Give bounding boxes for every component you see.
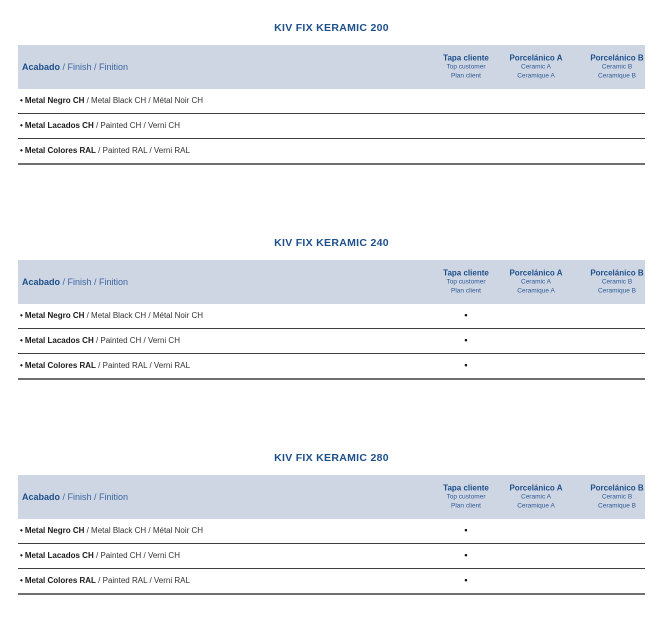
finish-header-rest: / Finish / Finition [60, 492, 129, 502]
finish-name: Metal Negro CH [24, 526, 85, 535]
finish-header-bold: Acabado [22, 277, 61, 287]
tapa-cliente-value: • [464, 360, 468, 370]
finish-label [20, 139, 190, 162]
column-header-line1: Porcelánico B [590, 53, 644, 63]
finish-label [20, 329, 180, 352]
product-table-keramic-240 [18, 236, 645, 380]
column-header-line3: Ceramique B [598, 287, 636, 294]
finish-header-bold: Acabado [22, 492, 61, 502]
table-row [18, 329, 645, 354]
finish-column-header [22, 277, 128, 287]
bullet-icon: • [20, 336, 23, 345]
table-row [18, 354, 645, 380]
finish-label [20, 114, 180, 137]
tapa-cliente-value: • [464, 310, 468, 320]
finish-name: Metal Colores RAL [24, 576, 96, 585]
table-row [18, 114, 645, 139]
column-header-line2: Ceramic A [521, 278, 551, 286]
bullet-icon: • [20, 576, 23, 585]
column-header-line3: Ceramique A [517, 72, 555, 79]
column-header-line2: Ceramic A [521, 493, 551, 501]
finish-translations: / Metal Black CH / Métal Noir CH [84, 311, 204, 320]
finish-column-header [22, 62, 128, 72]
column-header-tapa-cliente [426, 54, 506, 81]
column-header-line1: Porcelánico B [590, 268, 644, 278]
bullet-icon: • [20, 146, 23, 155]
bullet-icon: • [20, 526, 23, 535]
finish-translations: / Painted RAL / Verni RAL [95, 146, 190, 155]
tapa-cliente-value: • [464, 575, 468, 585]
finish-header-rest: / Finish / Finition [60, 62, 129, 72]
column-header-line3: Plan client [451, 502, 481, 509]
column-header-line3: Ceramique B [598, 502, 636, 509]
finish-translations: / Painted CH / Verni CH [93, 121, 180, 130]
bullet-icon: • [20, 551, 23, 560]
bullet-icon: • [20, 121, 23, 130]
product-table-keramic-200 [18, 21, 645, 165]
column-header-porcelanico-b [577, 269, 657, 296]
finish-header-bold: Acabado [22, 62, 61, 72]
finish-label [20, 89, 203, 112]
table-row [18, 569, 645, 595]
tapa-cliente-value: • [464, 525, 468, 535]
column-header-line2: Ceramic A [521, 63, 551, 71]
finish-label [20, 519, 203, 542]
finish-name: Metal Negro CH [24, 311, 85, 320]
column-header-line1: Porcelánico A [509, 53, 563, 63]
column-header-porcelanico-a [496, 54, 576, 81]
column-header-line2: Top customer [446, 278, 486, 286]
finish-label [20, 304, 203, 327]
column-header-porcelanico-a [496, 484, 576, 511]
table-row [18, 139, 645, 165]
bullet-icon: • [20, 361, 23, 370]
column-header-porcelanico-a [496, 269, 576, 296]
finish-name: Metal Colores RAL [24, 146, 96, 155]
column-header-line1: Tapa cliente [443, 483, 489, 493]
finish-label [20, 569, 190, 592]
finish-translations: / Painted RAL / Verni RAL [95, 576, 190, 585]
column-header-tapa-cliente [426, 269, 506, 296]
table-header-row [18, 260, 645, 304]
tapa-cliente-value: • [464, 335, 468, 345]
column-header-line3: Plan client [451, 72, 481, 79]
column-header-line2: Ceramic B [601, 278, 633, 286]
finish-translations: / Painted RAL / Verni RAL [95, 361, 190, 370]
column-header-line2: Top customer [446, 63, 486, 71]
table-row [18, 89, 645, 114]
product-table-keramic-280 [18, 451, 645, 595]
column-header-porcelanico-b [577, 54, 657, 81]
finish-name: Metal Colores RAL [24, 361, 96, 370]
column-header-line2: Ceramic B [601, 63, 633, 71]
finish-translations: / Metal Black CH / Métal Noir CH [84, 96, 204, 105]
finish-name: Metal Negro CH [24, 96, 85, 105]
table-header-row [18, 45, 645, 89]
finish-header-rest: / Finish / Finition [60, 277, 129, 287]
table-header-row [18, 475, 645, 519]
tapa-cliente-value: • [464, 550, 468, 560]
finish-name: Metal Lacados CH [24, 121, 94, 130]
table-title: KIV FIX KERAMIC 280 [274, 452, 389, 464]
column-header-porcelanico-b [577, 484, 657, 511]
table-title: KIV FIX KERAMIC 240 [274, 237, 389, 249]
finish-translations: / Painted CH / Verni CH [93, 551, 180, 560]
table-row [18, 544, 645, 569]
column-header-line1: Porcelánico B [590, 483, 644, 493]
finish-name: Metal Lacados CH [24, 551, 94, 560]
finish-column-header [22, 492, 128, 502]
table-title: KIV FIX KERAMIC 200 [274, 22, 389, 34]
column-header-line1: Tapa cliente [443, 268, 489, 278]
finish-translations: / Metal Black CH / Métal Noir CH [84, 526, 204, 535]
finish-name: Metal Lacados CH [24, 336, 94, 345]
finish-label [20, 544, 180, 567]
column-header-line3: Ceramique A [517, 502, 555, 509]
column-header-line2: Top customer [446, 493, 486, 501]
column-header-line3: Plan client [451, 287, 481, 294]
table-row [18, 519, 645, 544]
column-header-line1: Porcelánico A [509, 483, 563, 493]
column-header-line1: Tapa cliente [443, 53, 489, 63]
column-header-line3: Ceramique A [517, 287, 555, 294]
column-header-line1: Porcelánico A [509, 268, 563, 278]
table-row [18, 304, 645, 329]
bullet-icon: • [20, 311, 23, 320]
finish-translations: / Painted CH / Verni CH [93, 336, 180, 345]
bullet-icon: • [20, 96, 23, 105]
column-header-tapa-cliente [426, 484, 506, 511]
column-header-line3: Ceramique B [598, 72, 636, 79]
finish-label [20, 354, 190, 377]
column-header-line2: Ceramic B [601, 493, 633, 501]
